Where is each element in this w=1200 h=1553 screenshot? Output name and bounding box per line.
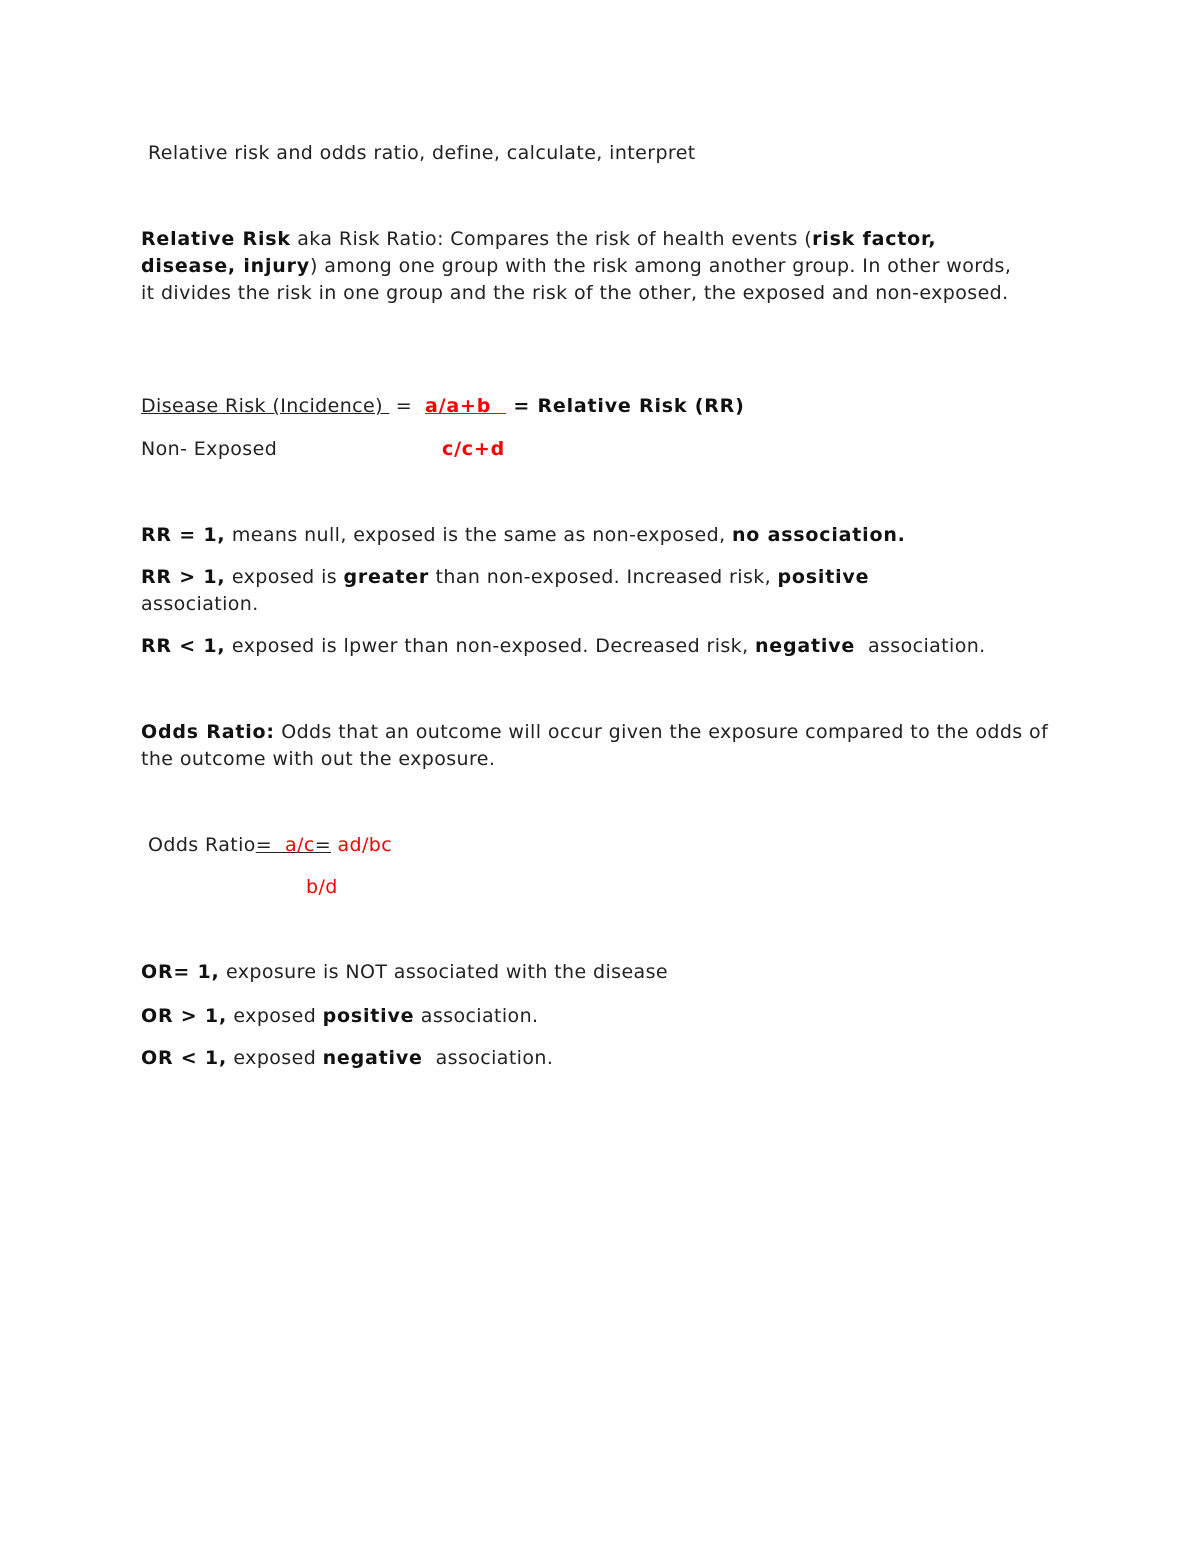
text-run: exposed is [225, 566, 344, 588]
rr-formula-line1 [141, 393, 745, 420]
rr-formula-label2: Non- Exposed [141, 438, 278, 460]
text-run: positive [777, 566, 870, 588]
bold-text: risk factor, disease, injury [141, 228, 937, 277]
term: Relative Risk [141, 228, 291, 250]
text-run: RR > 1, [141, 566, 226, 588]
text-run: RR = 1, [141, 524, 226, 546]
or-rule-2 [141, 1003, 538, 1030]
rr-formula-denominator [442, 436, 505, 463]
text-run: no association. [731, 524, 906, 546]
document-title: Relative risk and odds ratio, define, calculate, interpret [148, 142, 696, 164]
text-run: OR > 1, [141, 1005, 227, 1027]
rr-rule-1 [141, 522, 906, 549]
rr-rule-2 [141, 564, 961, 618]
rr-rule-3 [141, 633, 986, 660]
text-run: RR < 1, [141, 635, 226, 657]
text-run: Odds that an outcome will occur given the exposure compared to the odds of the outcome with out the exposure. [141, 721, 1049, 770]
formula-result: = Relative Risk (RR) [505, 395, 745, 417]
numerator: a/a+b [425, 395, 506, 417]
formula-label: Disease Risk (Incidence) [141, 395, 390, 417]
text: ) among one group with the risk among another group. In other words, it divides the risk in one group and the risk of the other, the exposed and non-exposed. [141, 255, 1012, 304]
text-run: OR= 1, [141, 961, 220, 983]
or-formula-denominator: b/d [306, 876, 338, 898]
text-run: exposed [226, 1005, 323, 1027]
text-run: OR < 1, [141, 1047, 227, 1069]
text-run: greater [343, 566, 430, 588]
equals: = [389, 395, 419, 417]
text-run: association. [422, 1047, 554, 1069]
or-rule-1 [141, 959, 668, 986]
text-run: exposed is lpwer than non-exposed. Decreased risk, [225, 635, 755, 657]
text-run: association. [414, 1005, 539, 1027]
text-run: exposed [226, 1047, 323, 1069]
text-run: exposure is NOT associated with the disease [219, 961, 668, 983]
text-run: association. [141, 593, 259, 615]
text-run: positive [322, 1005, 415, 1027]
text-run: = [314, 834, 332, 856]
text-run: a/c [285, 834, 315, 856]
text-run: association. [855, 635, 986, 657]
denominator: c/c+d [442, 438, 505, 460]
text-run: Odds Ratio: [141, 721, 275, 743]
text-run: = [255, 834, 285, 856]
text-span [256, 834, 331, 856]
relative-risk-definition [141, 226, 1021, 307]
text-run: negative [754, 635, 856, 657]
text-run: means null, exposed is the same as non-exposed, [225, 524, 732, 546]
or-formula-line1 [148, 832, 392, 859]
text-run: ad/bc [337, 834, 393, 856]
text-run: than non-exposed. Increased risk, [429, 566, 778, 588]
odds-ratio-definition [141, 719, 1051, 773]
text-run: negative [322, 1047, 423, 1069]
text: aka Risk Ratio: Compares the risk of health events ( [290, 228, 813, 250]
or-rule-3 [141, 1045, 553, 1072]
text-run: Odds Ratio [148, 834, 256, 856]
